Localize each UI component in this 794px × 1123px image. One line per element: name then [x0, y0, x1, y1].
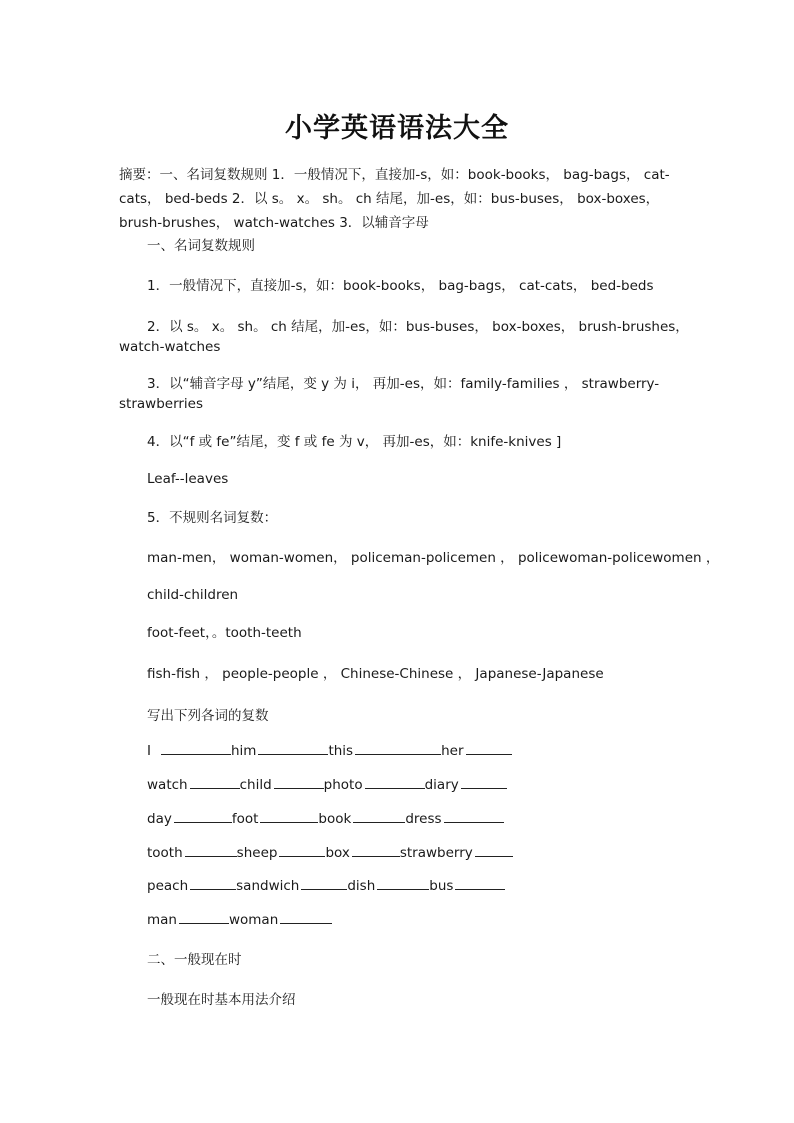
exercise-word: child	[239, 777, 272, 793]
answer-blank[interactable]	[185, 843, 237, 857]
exercise-word: woman	[228, 912, 279, 928]
exercise-row	[147, 876, 505, 896]
section-heading-present-tense: 二、一般现在时	[147, 952, 242, 968]
present-tense-intro: 一般现在时基本用法介绍	[147, 992, 296, 1008]
exercise-word: dish	[347, 878, 376, 894]
exercise-word: sandwich	[236, 878, 300, 894]
exercise-row	[147, 910, 332, 930]
exercise-word: him	[230, 743, 257, 759]
exercise-word: box	[325, 845, 350, 861]
abstract-line: cats， bed-beds 2．以 s。 x。 sh。 ch 结尾，加-es，如：bus-buses， box-boxes，	[119, 191, 660, 207]
answer-blank[interactable]	[279, 843, 325, 857]
exercise-row	[147, 843, 513, 863]
irregular-line-4: fish-fish ， people-people ， Chinese-Chinese ， Japanese-Japanese	[147, 666, 604, 682]
answer-blank[interactable]	[365, 775, 425, 789]
rule-4: 4．以“f 或 fe”结尾，变 f 或 fe 为 v， 再加-es，如：knife-knives ]	[147, 434, 562, 450]
abstract	[119, 163, 679, 235]
exercise-word: her	[441, 743, 464, 759]
answer-blank[interactable]	[190, 775, 240, 789]
document-title: 小学英语语法大全	[285, 113, 509, 144]
abstract-line: brush-brushes， watch-watches 3．以辅音字母	[119, 215, 429, 231]
exercise-word: photo	[323, 777, 363, 793]
answer-blank[interactable]	[461, 775, 507, 789]
abstract-line: 摘要：一、名词复数规则 1．一般情况下，直接加-s，如：book-books， bag-bags， cat-	[119, 167, 670, 183]
rule-3-line-2: strawberries	[119, 396, 204, 412]
irregular-line-1: man-men， woman-women， policeman-policemen ， policewoman-policewomen ，	[147, 550, 720, 566]
answer-blank[interactable]	[353, 809, 405, 823]
exercise-word: bus	[429, 878, 454, 894]
answer-blank[interactable]	[475, 843, 513, 857]
answer-blank[interactable]	[161, 741, 231, 755]
answer-blank[interactable]	[179, 910, 229, 924]
answer-blank[interactable]	[355, 741, 441, 755]
exercise-word: man	[147, 912, 177, 928]
exercise-word: foot	[231, 811, 259, 827]
rule-2-line-2: watch-watches	[119, 339, 221, 355]
answer-blank[interactable]	[455, 876, 505, 890]
answer-blank[interactable]	[260, 809, 318, 823]
answer-blank[interactable]	[444, 809, 504, 823]
answer-blank[interactable]	[352, 843, 400, 857]
exercise-row	[147, 741, 512, 761]
exercise-word: strawberry	[399, 845, 473, 861]
rule-3-line-1: 3．以“辅音字母 y”结尾，变 y 为 i， 再加-es，如：family-families ， strawberry-	[147, 376, 660, 392]
exercise-word: dress	[405, 811, 442, 827]
exercise-word: watch	[147, 777, 188, 793]
rule-2-line-1: 2．以 s。 x。 sh。 ch 结尾，加-es，如：bus-buses， box-boxes， brush-brushes，	[147, 319, 689, 335]
answer-blank[interactable]	[258, 741, 328, 755]
exercise-word: book	[318, 811, 352, 827]
rule-5: 5．不规则名词复数：	[147, 510, 278, 526]
exercise-row	[147, 809, 504, 829]
answer-blank[interactable]	[466, 741, 512, 755]
exercise-word: I	[147, 743, 151, 759]
answer-blank[interactable]	[301, 876, 347, 890]
answer-blank[interactable]	[174, 809, 232, 823]
section-heading-nouns: 一、名词复数规则	[147, 238, 255, 254]
exercise-word: this	[328, 743, 354, 759]
exercise-word: peach	[147, 878, 189, 894]
exercise-heading: 写出下列各词的复数	[147, 708, 269, 724]
irregular-line-3: foot-feet，。tooth-teeth	[147, 625, 302, 641]
answer-blank[interactable]	[190, 876, 236, 890]
exercise-word: diary	[424, 777, 459, 793]
rule-1: 1．一般情况下，直接加-s，如：book-books， bag-bags， cat-cats， bed-beds	[147, 278, 654, 294]
exercise-word: day	[147, 811, 172, 827]
answer-blank[interactable]	[274, 775, 324, 789]
exercise-word: tooth	[147, 845, 183, 861]
exercise-row	[147, 775, 507, 795]
exercise-word: sheep	[236, 845, 278, 861]
irregular-line-2: child-children	[147, 587, 239, 603]
answer-blank[interactable]	[377, 876, 429, 890]
answer-blank[interactable]	[280, 910, 332, 924]
rule-4-example: Leaf--leaves	[147, 471, 229, 487]
